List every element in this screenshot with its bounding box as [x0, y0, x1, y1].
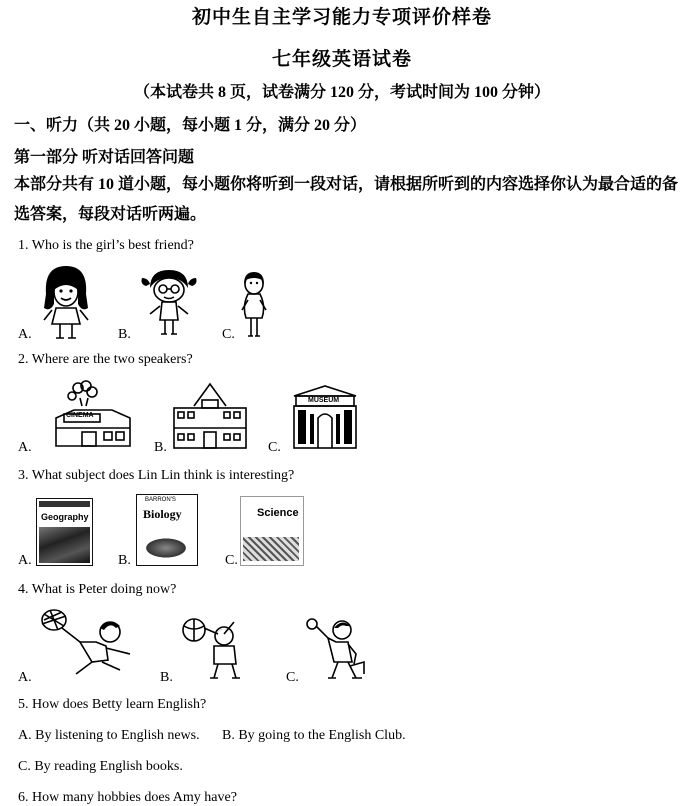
- question-6: 6. How many hobbies does Amy have?: [18, 790, 237, 805]
- q3-option-c: C.: [225, 553, 238, 568]
- exam-subtitle: 七年级英语试卷: [271, 49, 412, 70]
- science-book-image: [240, 496, 304, 566]
- q1-option-c: C.: [222, 327, 235, 342]
- instructions: 本部分共有 10 道小题，每小题你将听到一段对话，请根据所听到的内容选择你认为最合适的备选答案，每段对话听两遍。: [14, 176, 679, 223]
- q1-option-a: A.: [18, 327, 32, 342]
- q4-option-c: C.: [286, 670, 299, 685]
- q2-option-c: C.: [268, 440, 281, 455]
- biology-book-image: [136, 494, 198, 566]
- boy-playing-badminton-image: [36, 608, 136, 678]
- girl-glasses-image: [138, 266, 200, 338]
- geography-book-image: [36, 498, 93, 566]
- exam-note: （本试卷共 8 页，试卷满分 120 分，考试时间为 100 分钟）: [133, 84, 550, 101]
- school-building-image: [172, 380, 248, 452]
- girl-long-hair-image: [36, 264, 96, 342]
- question-4: 4. What is Peter doing now?: [18, 582, 177, 597]
- q5-option-c: C. By reading English books.: [18, 759, 183, 774]
- q4-option-a: A.: [18, 670, 32, 685]
- section-heading: 一、听力（共 20 小题，每小题 1 分，满分 20 分）: [14, 117, 367, 134]
- boy-playing-basketball-image: [178, 614, 258, 682]
- q5-option-b: B. By going to the English Club.: [222, 728, 406, 743]
- q3-option-a: A.: [18, 553, 32, 568]
- boy-playing-table-tennis-image: [304, 614, 366, 684]
- q2-option-b: B.: [154, 440, 167, 455]
- museum-building-image: [290, 384, 360, 452]
- q4-option-b: B.: [160, 670, 173, 685]
- question-2: 2. Where are the two speakers?: [18, 352, 193, 367]
- cinema-sign: CINEMA: [66, 412, 94, 419]
- q1-option-b: B.: [118, 327, 131, 342]
- q5-option-a: A. By listening to English news.: [18, 728, 200, 743]
- science-book-title: Science: [257, 507, 299, 519]
- exam-title: 初中生自主学习能力专项评价样卷: [191, 7, 492, 28]
- geography-book-title: Geography: [41, 512, 89, 522]
- question-5: 5. How does Betty learn English?: [18, 697, 207, 712]
- q2-option-a: A.: [18, 440, 32, 455]
- museum-sign: MUSEUM: [308, 397, 340, 404]
- biology-book-publisher: BARRON'S: [145, 497, 176, 503]
- q3-option-b: B.: [118, 553, 131, 568]
- question-1: 1. Who is the girl’s best friend?: [18, 238, 194, 253]
- question-3: 3. What subject does Lin Lin think is interesting?: [18, 468, 295, 483]
- girl-short-image: [238, 270, 270, 340]
- biology-book-title: Biology: [143, 507, 182, 521]
- part-heading: 第一部分 听对话回答问题: [14, 149, 195, 166]
